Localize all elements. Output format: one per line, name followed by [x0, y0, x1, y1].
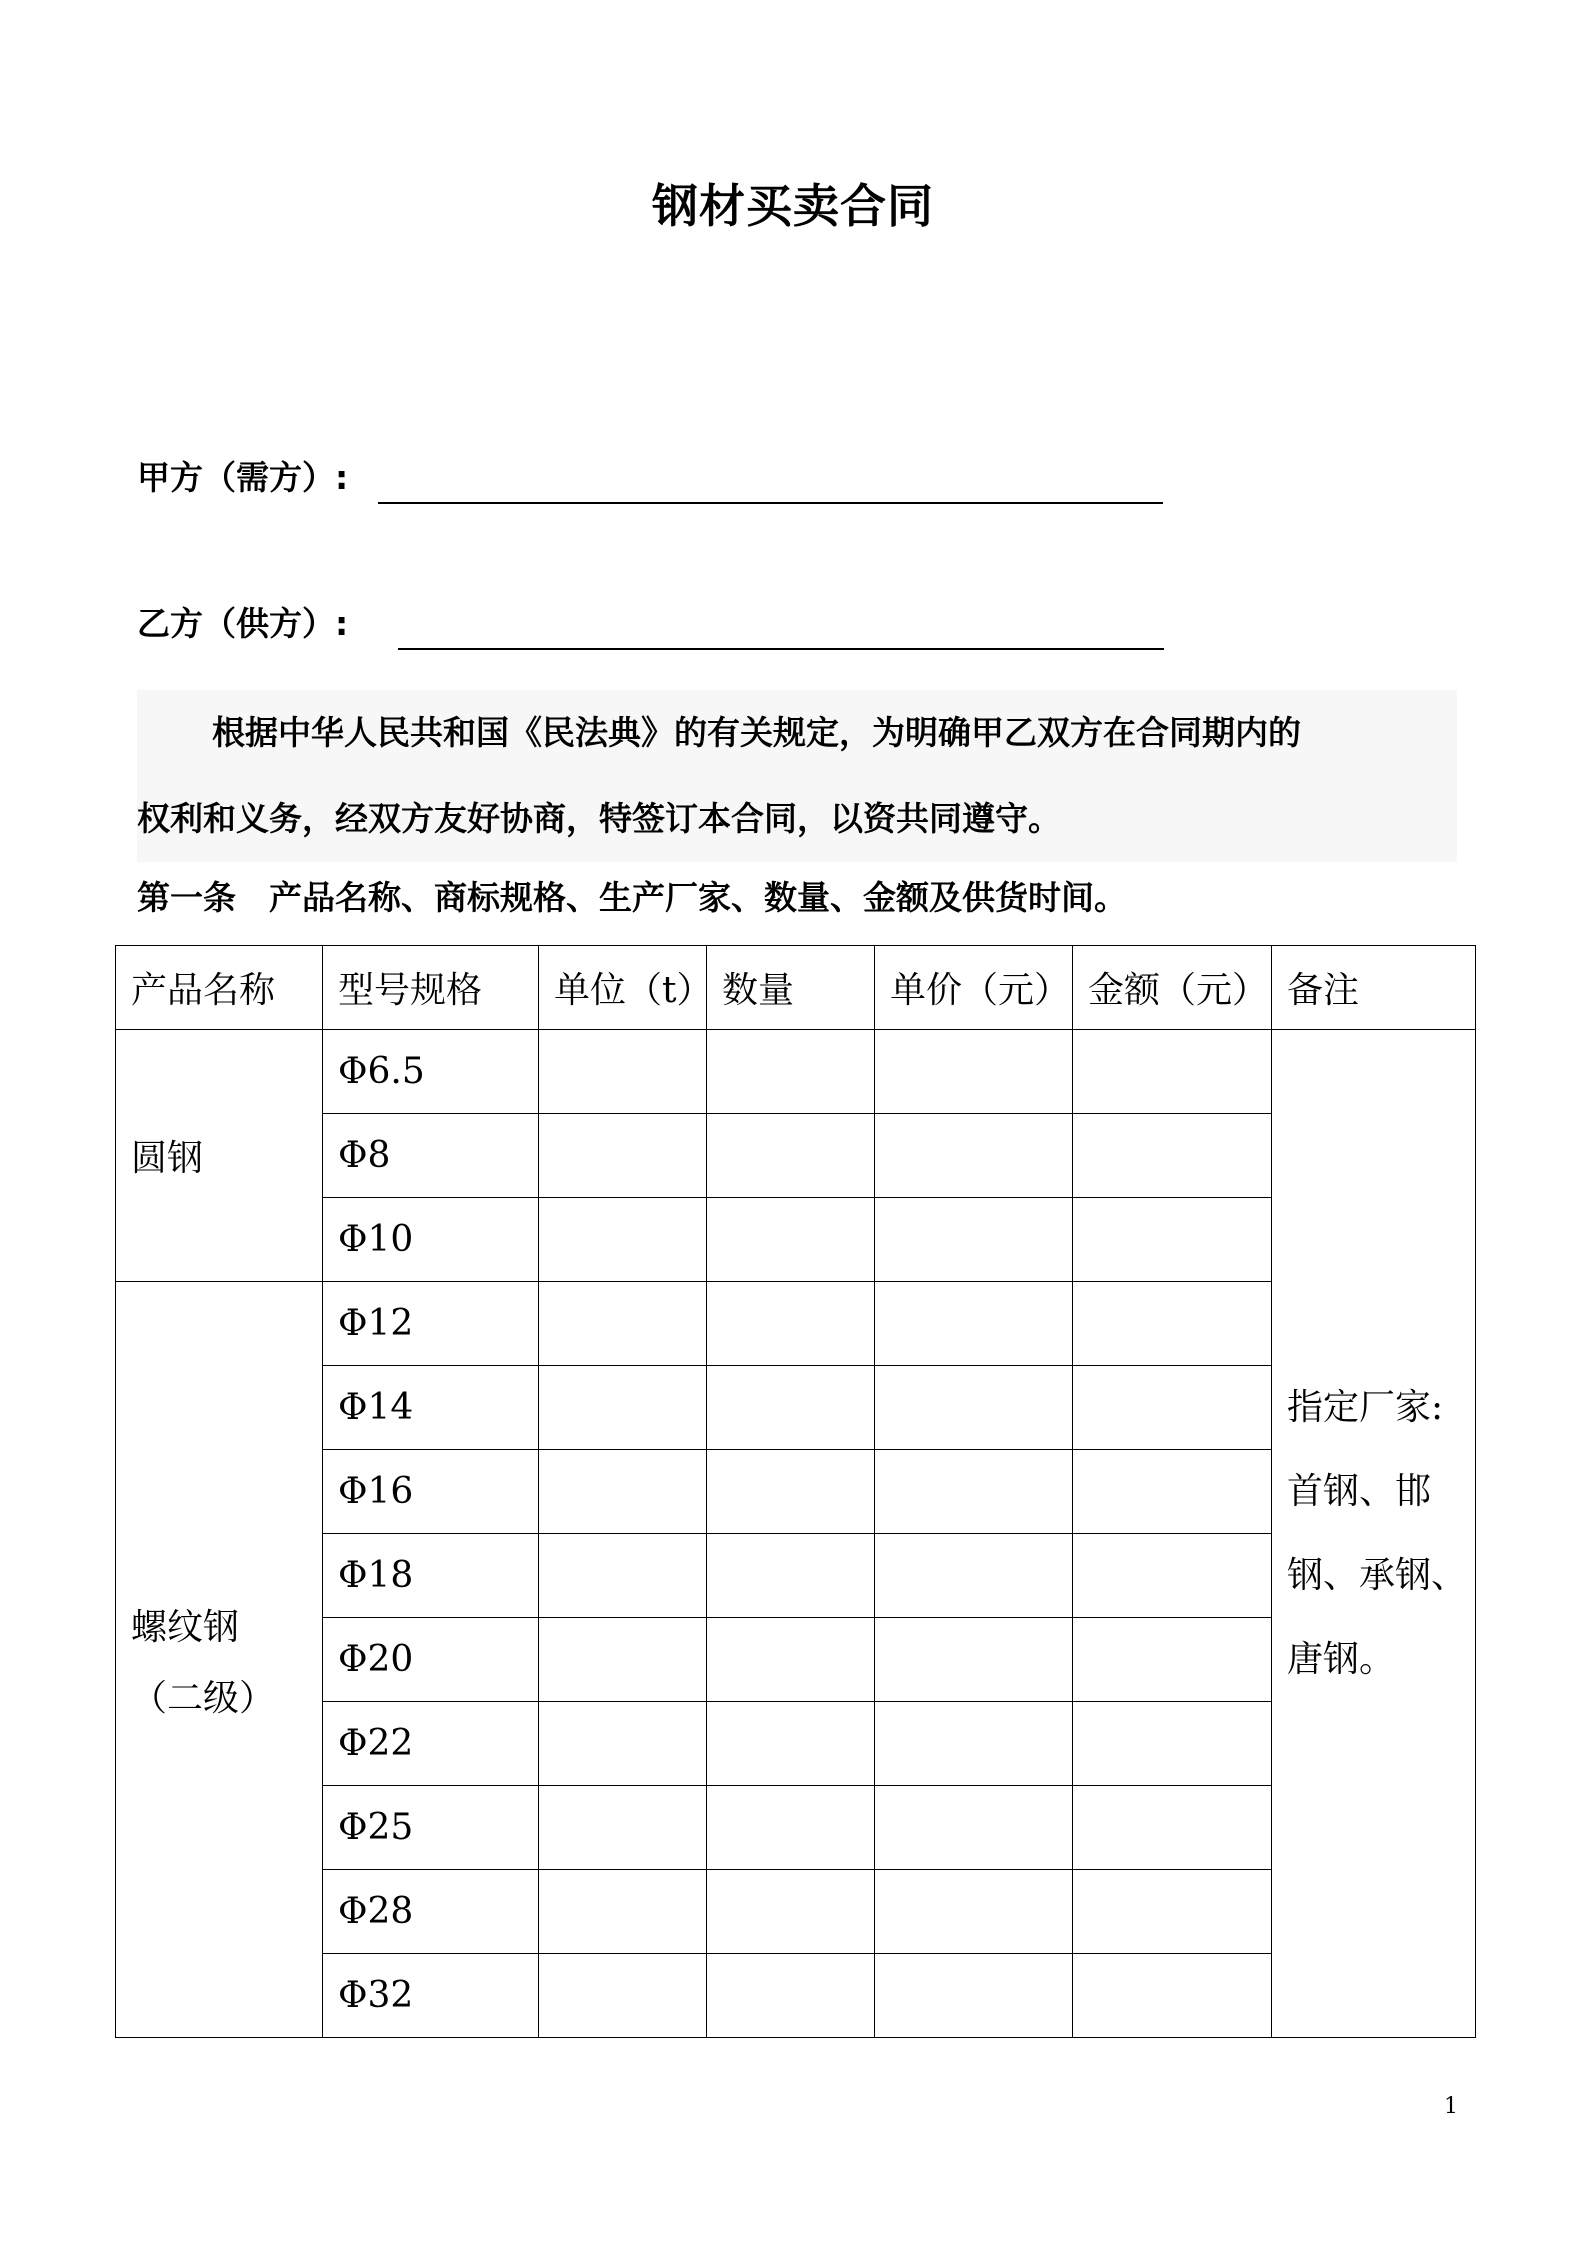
unit-cell[interactable] — [539, 1618, 707, 1702]
round-steel-name: 圆钢 — [116, 1030, 323, 1282]
spec-cell — [323, 1870, 539, 1954]
unit-price-cell[interactable] — [875, 1198, 1073, 1282]
header-unit-price: 单价（元） — [875, 946, 1073, 1030]
header-product-name: 产品名称 — [116, 946, 323, 1030]
product-table — [115, 945, 1476, 2038]
quantity-cell[interactable] — [707, 1618, 875, 1702]
spec-text: Φ32 — [338, 1975, 414, 2016]
spec-cell — [323, 1786, 539, 1870]
note-line: 唐钢。 — [1287, 1638, 1396, 1680]
spec-text: Φ28 — [338, 1891, 414, 1932]
amount-cell[interactable] — [1073, 1954, 1272, 2038]
spec-text: Φ16 — [338, 1471, 414, 1512]
header-unit: 单位（t） — [539, 946, 707, 1030]
spec-cell — [323, 1282, 539, 1366]
unit-cell[interactable] — [539, 1786, 707, 1870]
intro-paragraph — [137, 690, 1457, 862]
unit-cell[interactable] — [539, 1870, 707, 1954]
quantity-cell[interactable] — [707, 1030, 875, 1114]
quantity-cell[interactable] — [707, 1786, 875, 1870]
rebar-name — [116, 1282, 323, 2038]
amount-cell[interactable] — [1073, 1618, 1272, 1702]
header-remarks: 备注 — [1272, 946, 1476, 1030]
unit-price-cell[interactable] — [875, 1870, 1073, 1954]
spec-cell — [323, 1618, 539, 1702]
unit-price-cell[interactable] — [875, 1114, 1073, 1198]
amount-cell[interactable] — [1073, 1366, 1272, 1450]
note-line: 指定厂家: — [1287, 1386, 1444, 1428]
spec-cell — [323, 1534, 539, 1618]
quantity-cell[interactable] — [707, 1282, 875, 1366]
remarks-cell — [1272, 1030, 1476, 2038]
article-1-heading: 第一条 产品名称、商标规格、生产厂家、数量、金额及供货时间。 — [137, 878, 1127, 917]
page-number: 1 — [1444, 2094, 1458, 2119]
unit-cell[interactable] — [539, 1702, 707, 1786]
amount-cell[interactable] — [1073, 1450, 1272, 1534]
header-model-spec: 型号规格 — [323, 946, 539, 1030]
unit-price-cell[interactable] — [875, 1282, 1073, 1366]
party-a-blank[interactable] — [378, 502, 1163, 504]
unit-price-cell[interactable] — [875, 1618, 1073, 1702]
unit-cell[interactable] — [539, 1282, 707, 1366]
rebar-name-line1: 螺纹钢 — [131, 1606, 240, 1648]
quantity-cell[interactable] — [707, 1702, 875, 1786]
unit-price-cell[interactable] — [875, 1030, 1073, 1114]
note-line: 首钢、邯 — [1287, 1470, 1432, 1512]
spec-cell — [323, 1954, 539, 2038]
quantity-cell[interactable] — [707, 1534, 875, 1618]
spec-cell — [323, 1702, 539, 1786]
spec-cell: Φ10 — [323, 1198, 539, 1282]
note-line: 钢、承钢、 — [1287, 1554, 1468, 1596]
amount-cell[interactable] — [1073, 1534, 1272, 1618]
unit-cell[interactable] — [539, 1366, 707, 1450]
amount-cell[interactable] — [1073, 1030, 1272, 1114]
header-amount: 金额（元） — [1073, 946, 1272, 1030]
intro-line-2: 权利和义务，经双方友好协商，特签订本合同，以资共同遵守。 — [137, 799, 1061, 838]
rebar-name-line2: （二级） — [131, 1677, 276, 1719]
quantity-cell[interactable] — [707, 1954, 875, 2038]
spec-text: Φ18 — [338, 1555, 414, 1596]
amount-cell[interactable] — [1073, 1786, 1272, 1870]
unit-price-cell[interactable] — [875, 1450, 1073, 1534]
amount-cell[interactable] — [1073, 1114, 1272, 1198]
unit-price-cell[interactable] — [875, 1366, 1073, 1450]
unit-cell[interactable] — [539, 1030, 707, 1114]
unit-price-cell[interactable] — [875, 1702, 1073, 1786]
unit-price-cell[interactable] — [875, 1786, 1073, 1870]
unit-price-cell[interactable] — [875, 1954, 1073, 2038]
quantity-cell[interactable] — [707, 1366, 875, 1450]
spec-cell — [323, 1366, 539, 1450]
header-quantity: 数量 — [707, 946, 875, 1030]
unit-price-cell[interactable] — [875, 1534, 1073, 1618]
quantity-cell[interactable] — [707, 1870, 875, 1954]
unit-cell[interactable] — [539, 1114, 707, 1198]
spec-text: Φ14 — [338, 1387, 414, 1428]
quantity-cell[interactable] — [707, 1450, 875, 1534]
spec-text: Φ12 — [338, 1303, 414, 1344]
table-header-row — [116, 946, 1476, 1030]
intro-line-1: 根据中华人民共和国《民法典》的有关规定，为明确甲乙双方在合同期内的 — [212, 713, 1301, 752]
spec-text: Φ22 — [338, 1723, 414, 1764]
spec-text: Φ20 — [338, 1639, 414, 1680]
contract-title: 钢材买卖合同 — [652, 179, 934, 233]
party-b-blank[interactable] — [398, 648, 1164, 650]
quantity-cell[interactable] — [707, 1114, 875, 1198]
quantity-cell[interactable] — [707, 1198, 875, 1282]
spec-cell — [323, 1450, 539, 1534]
unit-cell[interactable] — [539, 1450, 707, 1534]
spec-cell: Φ8 — [323, 1114, 539, 1198]
amount-cell[interactable] — [1073, 1198, 1272, 1282]
party-a-label: 甲方（需方）: — [137, 458, 349, 497]
amount-cell[interactable] — [1073, 1702, 1272, 1786]
amount-cell[interactable] — [1073, 1870, 1272, 1954]
table-row — [116, 1030, 1476, 1114]
spec-text: Φ25 — [338, 1807, 414, 1848]
unit-cell[interactable] — [539, 1954, 707, 2038]
unit-cell[interactable] — [539, 1198, 707, 1282]
spec-cell: Φ6.5 — [323, 1030, 539, 1114]
amount-cell[interactable] — [1073, 1282, 1272, 1366]
unit-cell[interactable] — [539, 1534, 707, 1618]
party-b-label: 乙方（供方）: — [137, 604, 349, 643]
